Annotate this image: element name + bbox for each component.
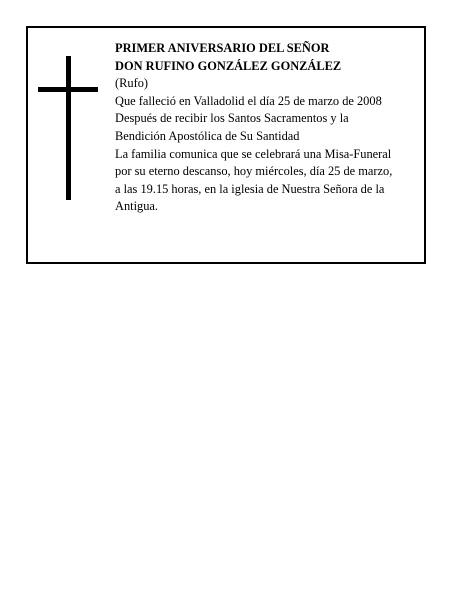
notice-text-block — [115, 40, 427, 216]
cross-horizontal-bar — [38, 87, 98, 92]
notice-body-line: Bendición Apostólica de Su Santidad — [115, 128, 300, 143]
notice-body-line: La familia comunica que se celebrará una Misa-Funeral — [115, 146, 392, 161]
notice-body-line: por su eterno descanso, hoy miércoles, día 25 de marzo, — [115, 164, 393, 179]
notice-body-line: Que falleció en Valladolid el día 25 de marzo de 2008 — [115, 93, 382, 108]
notice-body-line: Después de recibir los Santos Sacramentos y la — [115, 111, 349, 126]
cross-icon — [38, 56, 98, 200]
deceased-name: DON RUFINO GONZÁLEZ GONZÁLEZ — [115, 58, 342, 73]
notice-body-line: Antigua. — [115, 199, 159, 214]
deceased-nickname: (Rufo) — [115, 76, 149, 91]
obituary-notice — [26, 26, 426, 264]
cross-vertical-bar — [66, 56, 71, 200]
notice-body-line: a las 19.15 horas, en la iglesia de Nuestra Señora de la — [115, 181, 385, 196]
notice-heading: PRIMER ANIVERSARIO DEL SEÑOR — [115, 41, 330, 55]
